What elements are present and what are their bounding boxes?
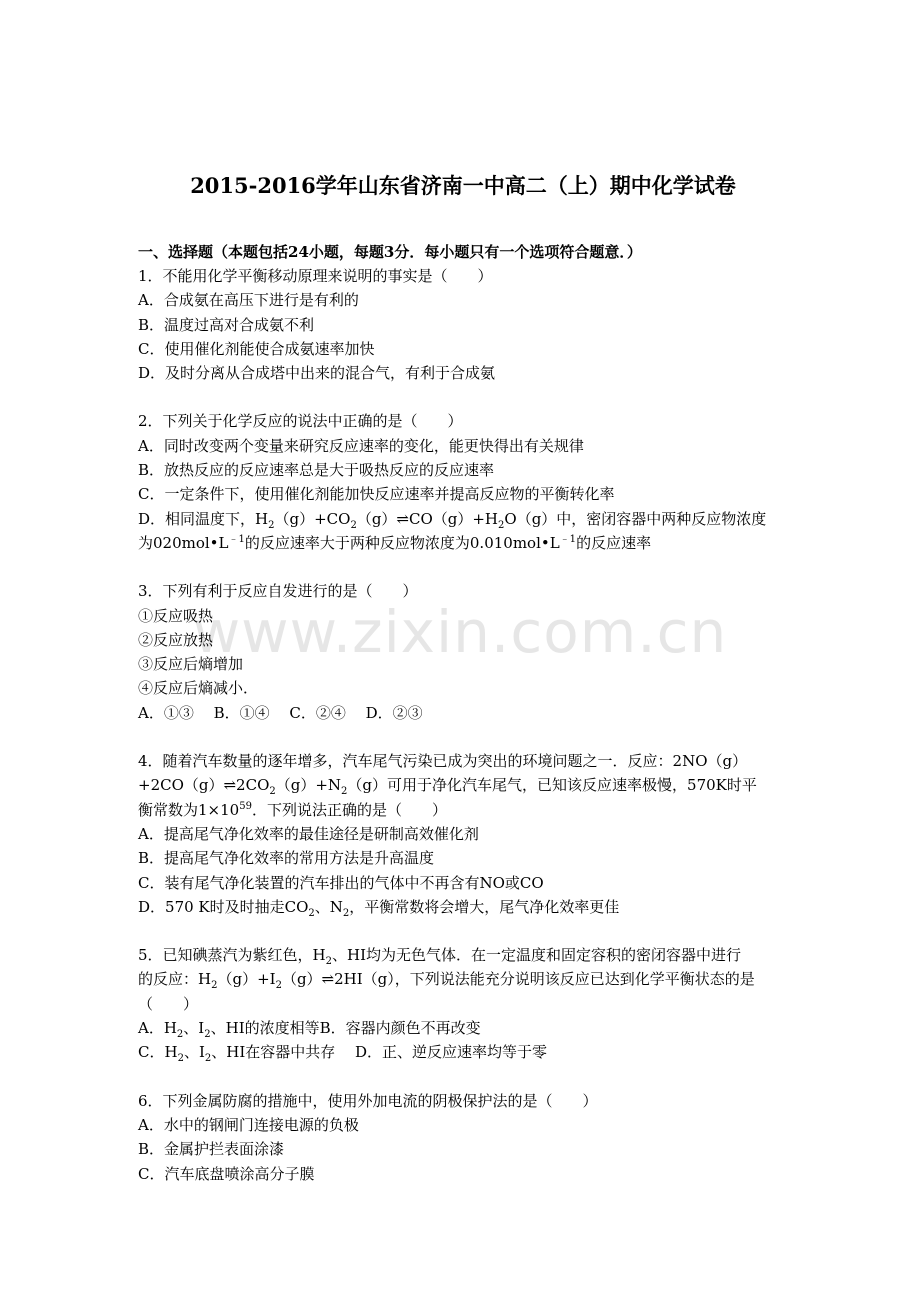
subscript: 2 — [204, 1029, 211, 1041]
subscript: 2 — [177, 1053, 184, 1065]
text-run: 的反应速率大于两种反应物浓度为0.010mol•L — [244, 533, 560, 552]
question-3-item-2: ②反应放热 — [138, 630, 214, 649]
question-1-option-a: A．合成氨在高压下进行是有利的 — [138, 291, 359, 310]
subscript: 2 — [275, 980, 282, 992]
question-5-stem-line-2 — [138, 967, 788, 991]
question-3-item-1: ①反应吸热 — [138, 606, 214, 625]
question-6-option-b: B．金属护拦表面涂漆 — [138, 1140, 285, 1159]
subscript: 2 — [350, 519, 357, 531]
subscript: 2 — [341, 786, 348, 798]
question-3 — [138, 579, 788, 725]
question-4-option-a: A．提高尾气净化效率的最佳途径是研制高效催化剂 — [138, 824, 479, 843]
text-run: 的反应速率 — [576, 533, 652, 552]
subscript: 2 — [211, 980, 218, 992]
watermark: www.zixin.com.cn — [192, 598, 728, 666]
question-5-options-cd — [138, 1040, 788, 1064]
question-4-stem-line-2 — [138, 773, 788, 797]
question-4-option-b: B．提高尾气净化效率的常用方法是升高温度 — [138, 849, 435, 868]
question-2-stem: 2．下列关于化学反应的说法中正确的是（ ） — [138, 412, 463, 431]
text-run: 、HI在容器中共存 D．正、逆反应速率均等于零 — [211, 1043, 548, 1062]
question-3-choices: A．①③ B．①④ C．②④ D．②③ — [138, 703, 423, 722]
text-run: （g）+I — [217, 970, 276, 989]
text-run: D．570 K时及时抽走CO — [138, 897, 309, 916]
question-2 — [138, 409, 788, 555]
question-3-stem: 3．下列有利于反应自发进行的是（ ） — [138, 582, 418, 601]
text-run: 、HI均为无色气体．在一定温度和固定容积的密闭容器中进行 — [332, 946, 742, 965]
subscript: 2 — [268, 519, 275, 531]
question-2-option-d-continued — [138, 531, 788, 555]
question-6-option-a: A．水中的钢闸门连接电源的负极 — [138, 1115, 359, 1134]
page-title: 2015-2016学年山东省济南一中高二（上）期中化学试卷 — [190, 173, 736, 198]
question-6-option-c: C．汽车底盘喷涂高分子膜 — [138, 1164, 315, 1183]
question-1-option-d: D．及时分离从合成塔中出来的混合气，有利于合成氨 — [138, 364, 496, 383]
text-run: （g）可用于净化汽车尾气，已知该反应速率极慢，570K时平 — [347, 776, 757, 795]
question-2-option-d — [138, 507, 788, 531]
question-5-options-ab — [138, 1016, 788, 1040]
question-1-stem: 1．不能用化学平衡移动原理来说明的事实是（ ） — [138, 267, 493, 285]
subscript: 2 — [308, 907, 315, 919]
question-5-stem-line-3: （ ） — [138, 994, 199, 1013]
question-1-option-b: B．温度过高对合成氨不利 — [138, 315, 315, 334]
question-4-option-c: C．装有尾气净化装置的汽车排出的气体中不再含有NO或CO — [138, 873, 544, 892]
subscript: 2 — [204, 1053, 212, 1065]
question-1-option-c: C．使用催化剂能使合成氨速率加快 — [138, 339, 375, 358]
text-run: （g）⇌2HI（g），下列说法能充分说明该反应已达到化学平衡状态的是 — [281, 970, 755, 989]
text-run: A．H — [138, 1019, 177, 1038]
text-run: ．下列说法正确的是（ ） — [251, 800, 447, 819]
question-2-option-a: A．同时改变两个变量来研究反应速率的变化，能更快得出有关规律 — [138, 436, 584, 455]
text-run: C．H — [138, 1043, 178, 1062]
question-4-option-d — [138, 895, 788, 919]
text-run: （g）+CO — [274, 509, 351, 528]
text-run: 为020mol•L — [138, 533, 229, 552]
subscript: 2 — [342, 907, 350, 919]
question-5 — [138, 943, 788, 1064]
question-5-stem-line-1 — [138, 943, 788, 967]
text-run: 、I — [183, 1043, 205, 1062]
text-run: +2CO（g）⇌2CO — [138, 776, 270, 795]
question-3-item-3: ③反应后熵增加 — [138, 655, 244, 674]
subscript: 2 — [269, 786, 276, 798]
document-content — [138, 170, 788, 1210]
text-run: 5．已知碘蒸汽为紫红色，H — [138, 946, 326, 965]
subscript: 2 — [176, 1029, 184, 1041]
question-4 — [138, 749, 788, 919]
section-heading: 一、选择题（本题包括24小题，每题3分．每小题只有一个选项符合题意．） — [138, 243, 642, 261]
superscript: ﹣1 — [228, 533, 245, 545]
superscript: ﹣1 — [559, 533, 577, 545]
question-4-stem-line-3 — [138, 798, 788, 822]
question-1 — [138, 264, 788, 385]
question-6 — [138, 1089, 788, 1186]
text-run: （g）+N — [275, 776, 342, 795]
question-2-option-c: C．一定条件下，使用催化剂能加快反应速率并提高反应物的平衡转化率 — [138, 485, 615, 504]
text-run: 、N — [314, 897, 343, 916]
superscript: 59 — [239, 800, 252, 812]
question-6-stem: 6．下列金属防腐的措施中，使用外加电流的阴极保护法的是（ ） — [138, 1091, 598, 1110]
subscript: 2 — [498, 519, 505, 531]
text-run: D．相同温度下，H — [138, 509, 269, 528]
text-run: 、I — [183, 1019, 205, 1038]
text-run: （g）⇌CO（g）+H — [356, 509, 499, 528]
question-2-option-b: B．放热反应的反应速率总是大于吸热反应的反应速率 — [138, 461, 495, 480]
text-run: 、HI的浓度相等B．容器内颜色不再改变 — [210, 1019, 481, 1038]
text-run: ，平衡常数将会增大，尾气净化效率更佳 — [349, 897, 620, 916]
subscript: 2 — [325, 956, 333, 968]
text-run: 的反应：H — [138, 970, 212, 989]
question-4-stem-line-1: 4．随着汽车数量的逐年增多，汽车尾气污染已成为突出的环境问题之一．反应：2NO（g） — [138, 752, 748, 771]
text-run: O（g）中，密闭容器中两种反应物浓度 — [504, 509, 767, 528]
text-run: 衡常数为1×10 — [138, 800, 240, 819]
question-3-item-4: ④反应后熵减小． — [138, 679, 259, 698]
